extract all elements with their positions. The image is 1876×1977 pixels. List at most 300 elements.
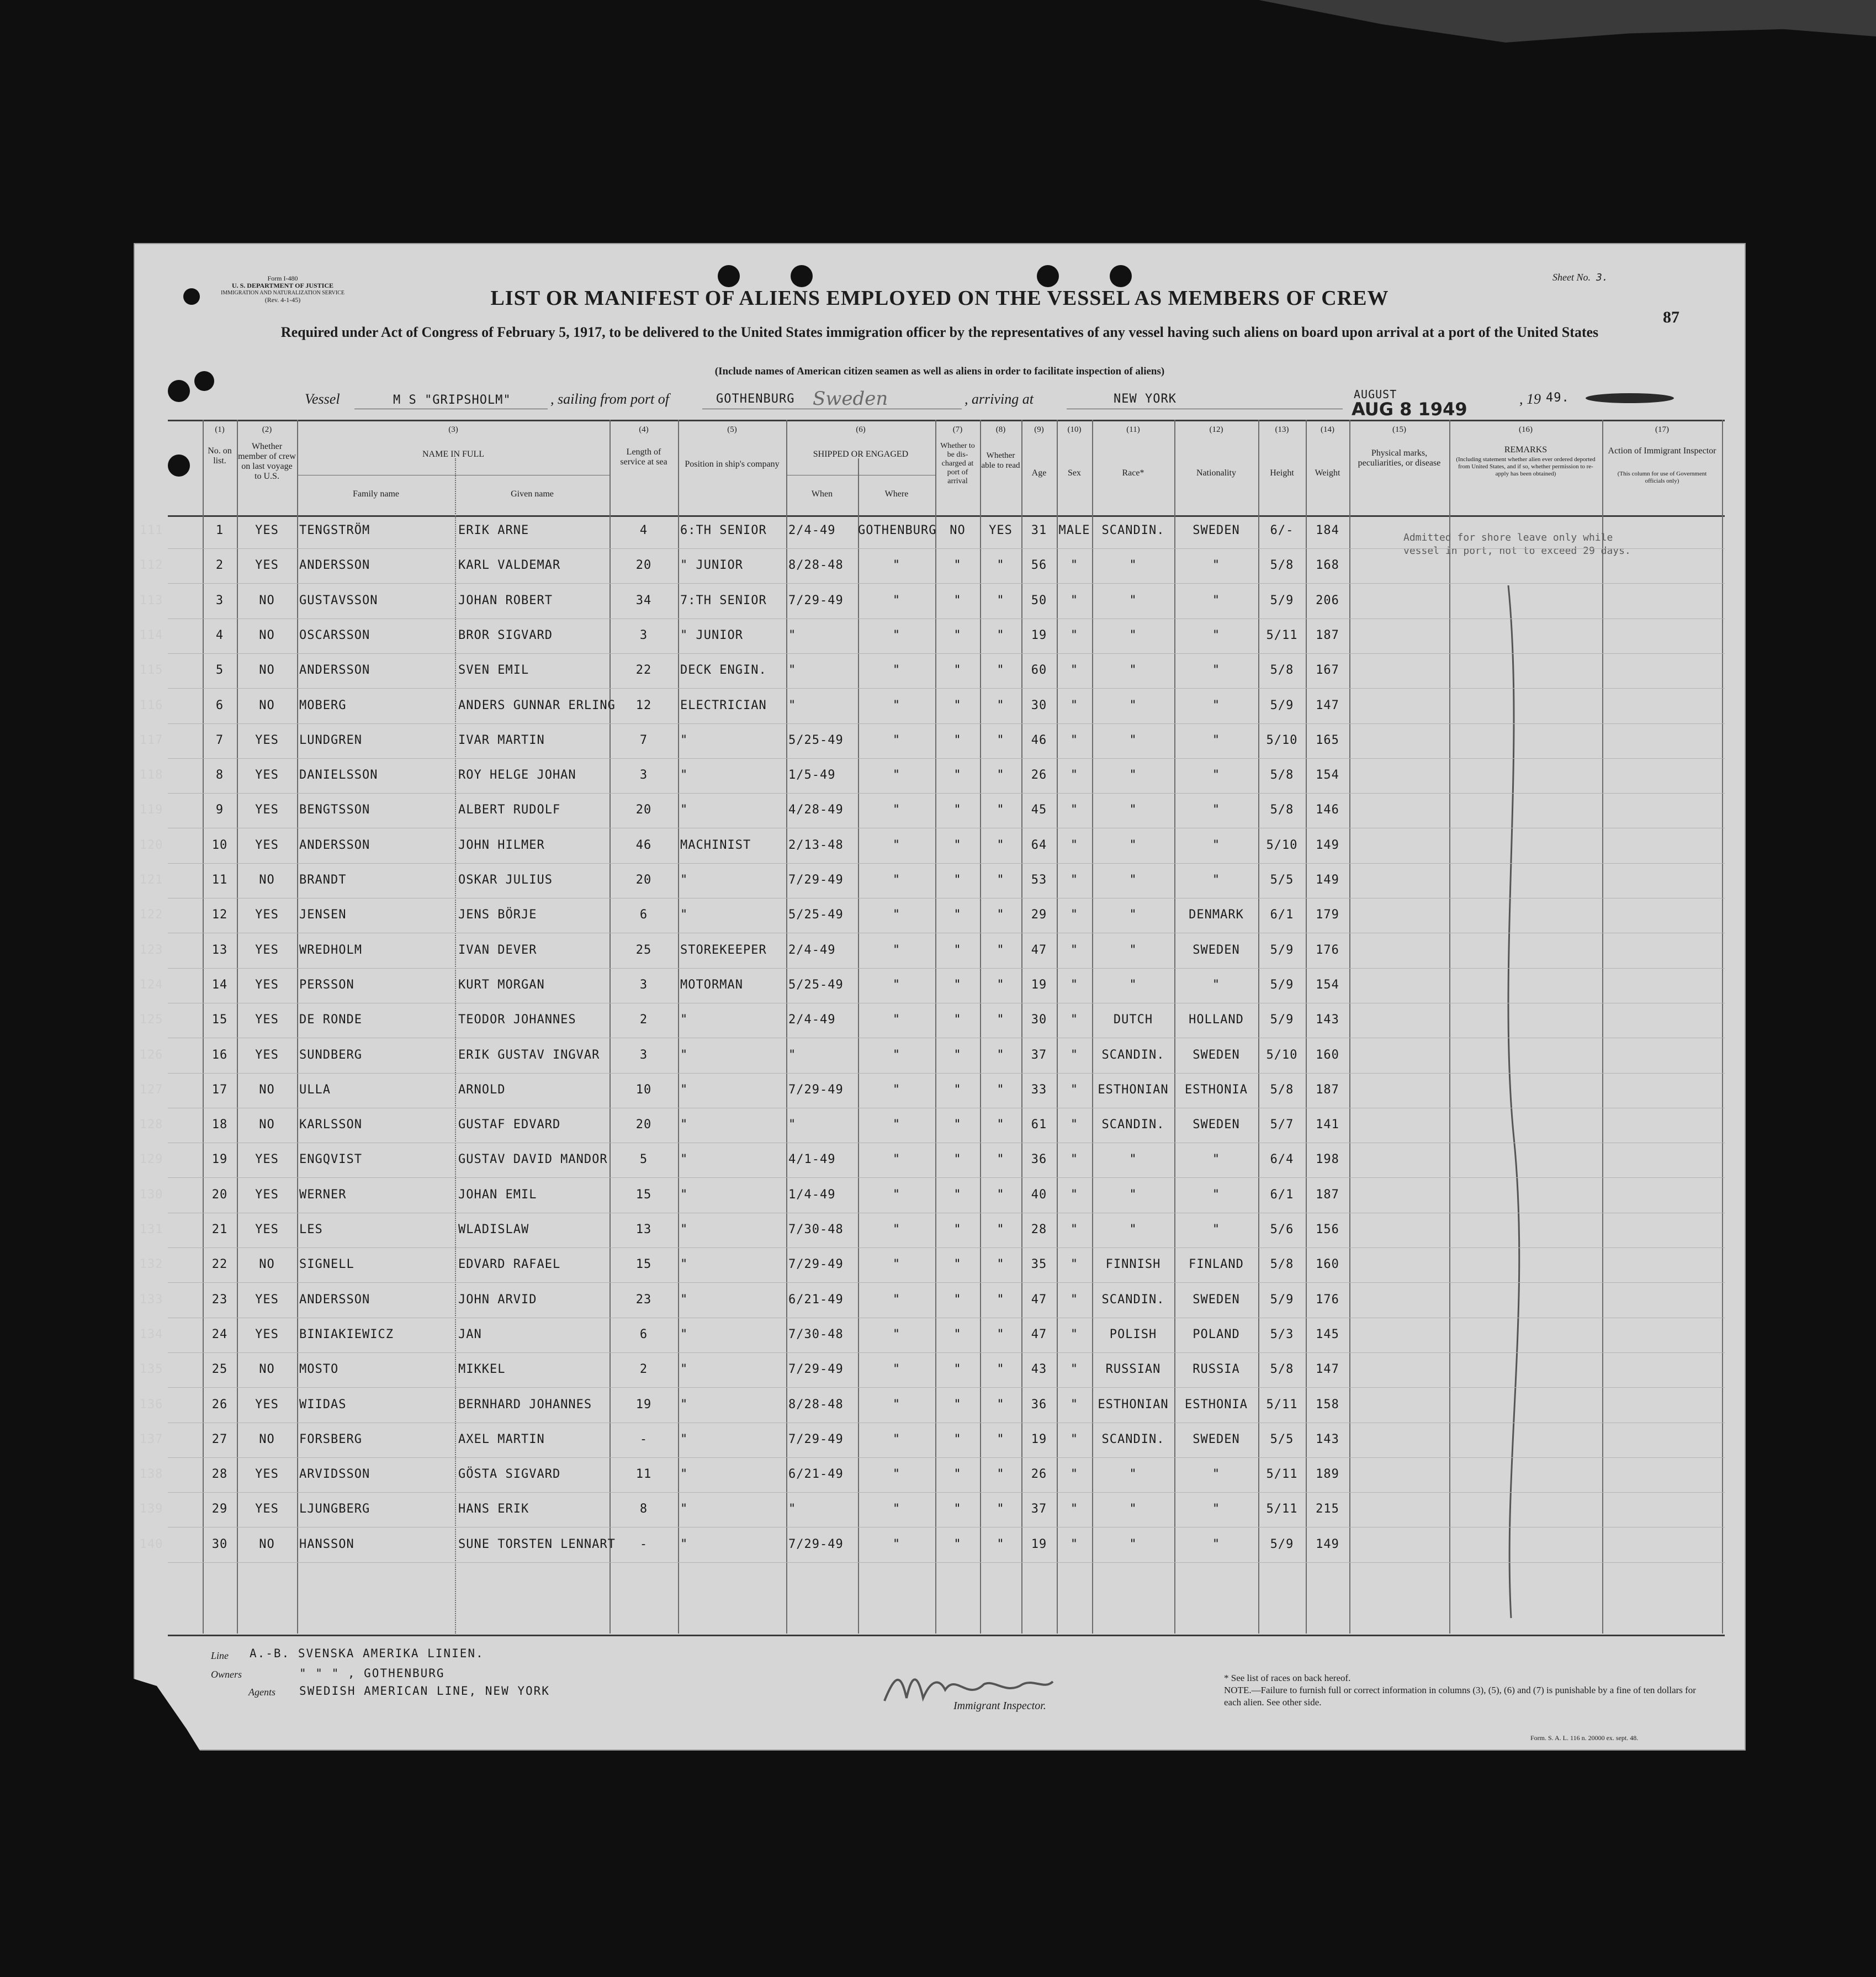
list-no: 27 <box>211 1432 228 1446</box>
list-no: 16 <box>211 1048 228 1062</box>
race: " <box>1129 873 1137 887</box>
position: " <box>680 1432 688 1446</box>
family-name: ANDERSSON <box>299 558 370 573</box>
able-to-read: " <box>997 1013 1005 1027</box>
nationality: SWEDEN <box>1193 943 1240 957</box>
shipped-when: " <box>788 663 797 678</box>
shipped-where: " <box>892 1013 901 1027</box>
family-name: MOBERG <box>299 698 347 712</box>
col-header-age: Age <box>1031 468 1047 478</box>
race: FINNISH <box>1105 1257 1161 1272</box>
shipped-when: " <box>788 1502 797 1516</box>
race: " <box>1129 1467 1137 1482</box>
discharged: " <box>953 943 962 957</box>
prev-voyage: YES <box>255 1048 279 1062</box>
sex: " <box>1070 558 1079 573</box>
list-no: 12 <box>211 908 228 922</box>
position: " <box>680 1292 688 1307</box>
shipped-where: " <box>892 558 901 573</box>
prev-voyage: YES <box>255 1187 279 1202</box>
nationality: " <box>1212 1467 1221 1482</box>
shipped-where: " <box>892 873 901 887</box>
able-to-read: " <box>997 838 1005 852</box>
sex: " <box>1070 1187 1079 1202</box>
family-name: PERSSON <box>299 977 354 992</box>
race: " <box>1129 663 1137 678</box>
shipped-where: " <box>892 908 901 922</box>
weight: 187 <box>1316 1082 1339 1097</box>
shipped-where: GOTHENBURG <box>858 524 937 537</box>
discharged: " <box>953 593 962 607</box>
discharged: " <box>953 768 962 783</box>
race: " <box>1129 977 1137 992</box>
page-number: 87 <box>1663 308 1679 326</box>
nationality: " <box>1212 1187 1221 1202</box>
vessel-name: M S "GRIPSHOLM" <box>393 393 511 407</box>
position: " <box>680 1223 688 1236</box>
nationality: " <box>1212 558 1221 573</box>
col-num-17: (17) <box>1655 425 1669 434</box>
shipped-when: 7/30-48 <box>788 1223 844 1236</box>
able-to-read: " <box>997 768 1005 783</box>
col-num-2: (2) <box>262 425 272 434</box>
col-num-16: (16) <box>1519 425 1533 434</box>
height: 5/9 <box>1270 1013 1294 1027</box>
col-header-race: Race* <box>1122 468 1144 478</box>
discharged: " <box>953 1292 962 1307</box>
age: 47 <box>1031 1292 1047 1307</box>
able-to-read: " <box>997 1048 1005 1062</box>
arrival-year: 49. <box>1546 391 1570 405</box>
shipped-when: " <box>788 1118 797 1132</box>
departure-port: GOTHENBURG <box>716 392 795 406</box>
margin-number: 140 <box>139 1537 163 1551</box>
margin-number: 124 <box>139 977 163 992</box>
given-name: TEODOR JOHANNES <box>458 1013 576 1027</box>
position: " <box>680 1257 688 1272</box>
col-header-given-name: Given name <box>511 489 554 499</box>
height: 6/1 <box>1270 1187 1294 1202</box>
sex: " <box>1070 977 1079 992</box>
shipped-when: 8/28-48 <box>788 558 844 573</box>
remarks-shore-leave: Admitted for shore leave only while vessel in port, not to exceed 29 days. <box>1403 532 1631 557</box>
shipped-when: 7/29-49 <box>788 873 844 887</box>
shipped-when: 2/4-49 <box>788 524 836 537</box>
discharged: " <box>953 698 962 712</box>
nationality: ESTHONIA <box>1185 1397 1248 1412</box>
family-name: HANSSON <box>299 1537 354 1551</box>
discharged: " <box>953 1187 962 1202</box>
shipped-when: " <box>788 1048 797 1062</box>
position: " <box>680 1187 688 1202</box>
crew-row <box>139 1457 1725 1493</box>
age: 61 <box>1031 1118 1047 1132</box>
weight: 154 <box>1316 977 1339 992</box>
family-name: ANDERSSON <box>299 838 370 852</box>
family-name: KARLSSON <box>299 1118 362 1132</box>
shipped-where: " <box>892 768 901 783</box>
position: " <box>680 1082 688 1097</box>
height: 5/10 <box>1266 1048 1298 1062</box>
shipped-where: " <box>892 1082 901 1097</box>
prev-voyage: YES <box>255 558 279 573</box>
margin-number: 127 <box>139 1082 163 1097</box>
height: 6/1 <box>1270 908 1294 922</box>
height: 5/11 <box>1266 628 1298 642</box>
position: " <box>680 1537 688 1551</box>
age: 19 <box>1031 977 1047 992</box>
weight: 147 <box>1316 1362 1339 1377</box>
position: MOTORMAN <box>680 977 743 992</box>
age: 26 <box>1031 1467 1047 1482</box>
sex: " <box>1070 698 1079 712</box>
service-length: 22 <box>635 663 652 678</box>
able-to-read: " <box>997 698 1005 712</box>
shipped-where: " <box>892 1397 901 1412</box>
list-no: 8 <box>215 768 224 783</box>
able-to-read: " <box>997 1537 1005 1551</box>
age: 36 <box>1031 1153 1047 1167</box>
family-name: WIIDAS <box>299 1397 347 1412</box>
list-no: 3 <box>215 593 224 607</box>
shipped-when: 2/13-48 <box>788 838 844 852</box>
form-rev: (Rev. 4-1-45) <box>264 296 301 304</box>
race: " <box>1129 1153 1137 1167</box>
race: " <box>1129 593 1137 607</box>
list-no: 22 <box>211 1257 228 1272</box>
arriving-label: , arriving at <box>965 391 1034 407</box>
able-to-read: " <box>997 1257 1005 1272</box>
crew-row <box>139 1318 1725 1353</box>
col-header-family-name: Family name <box>353 489 399 499</box>
sex: " <box>1070 1397 1079 1412</box>
weight: 168 <box>1316 558 1339 573</box>
age: 56 <box>1031 558 1047 573</box>
sex: " <box>1070 1502 1079 1516</box>
position: 7:TH SENIOR <box>680 593 767 607</box>
discharged: " <box>953 1153 962 1167</box>
list-no: 7 <box>215 733 224 747</box>
family-name: JENSEN <box>299 908 347 922</box>
torn-paper-edge <box>1259 0 1876 61</box>
position: DECK ENGIN. <box>680 663 767 678</box>
crew-row <box>139 1073 1725 1108</box>
col-header-sex: Sex <box>1068 468 1081 478</box>
able-to-read: " <box>997 1082 1005 1097</box>
service-length: 3 <box>639 1048 648 1062</box>
height: 5/10 <box>1266 838 1298 852</box>
prev-voyage: NO <box>259 593 275 607</box>
prev-voyage: YES <box>255 1327 279 1341</box>
weight: 184 <box>1316 524 1339 537</box>
list-no: 28 <box>211 1467 228 1482</box>
service-length: - <box>639 1432 648 1446</box>
able-to-read: " <box>997 977 1005 992</box>
shipped-where: " <box>892 803 901 817</box>
able-to-read: " <box>997 1467 1005 1482</box>
shipped-where: " <box>892 663 901 678</box>
shipped-where: " <box>892 1048 901 1062</box>
shipped-where: " <box>892 1362 901 1377</box>
sex: " <box>1070 1537 1079 1551</box>
margin-number: 135 <box>139 1362 163 1377</box>
weight: 160 <box>1316 1257 1339 1272</box>
margin-number: 130 <box>139 1187 163 1202</box>
height: 5/9 <box>1270 1537 1294 1551</box>
punch-hole <box>718 265 740 287</box>
weight: 189 <box>1316 1467 1339 1482</box>
prev-voyage: YES <box>255 838 279 852</box>
sex: " <box>1070 1048 1079 1062</box>
able-to-read: " <box>997 1153 1005 1167</box>
margin-number: 115 <box>139 663 163 678</box>
margin-number: 123 <box>139 943 163 957</box>
shipped-when: " <box>788 628 797 642</box>
age: 28 <box>1031 1223 1047 1236</box>
given-name: KARL VALDEMAR <box>458 558 561 573</box>
nationality: SWEDEN <box>1193 1118 1240 1132</box>
position: " JUNIOR <box>680 558 743 573</box>
manifest-sheet <box>134 243 1746 1751</box>
position: " <box>680 1327 688 1341</box>
col-num-10: (10) <box>1067 425 1082 434</box>
given-name: IVAN DEVER <box>458 943 537 957</box>
col-header-name: NAME IN FULL <box>422 450 484 459</box>
race: " <box>1129 628 1137 642</box>
crew-row <box>139 1527 1725 1563</box>
height: 6/4 <box>1270 1153 1294 1167</box>
position: " <box>680 1467 688 1482</box>
weight: 158 <box>1316 1397 1339 1412</box>
family-name: WREDHOLM <box>299 943 362 957</box>
crew-row <box>139 1143 1725 1178</box>
sex: " <box>1070 1257 1079 1272</box>
col-header-nationality: Nationality <box>1196 468 1236 478</box>
age: 19 <box>1031 1537 1047 1551</box>
margin-number: 119 <box>139 803 163 817</box>
given-name: BERNHARD JOHANNES <box>458 1397 592 1412</box>
weight: 149 <box>1316 873 1339 887</box>
margin-number: 134 <box>139 1327 163 1341</box>
discharged: " <box>953 1013 962 1027</box>
sex: MALE <box>1058 524 1090 537</box>
service-length: 2 <box>639 1362 648 1377</box>
nationality: " <box>1212 628 1221 642</box>
height: 5/9 <box>1270 977 1294 992</box>
able-to-read: " <box>997 1362 1005 1377</box>
discharged: " <box>953 1223 962 1236</box>
given-name: AXEL MARTIN <box>458 1432 545 1446</box>
list-no: 20 <box>211 1187 228 1202</box>
list-no: 10 <box>211 838 228 852</box>
race: " <box>1129 1537 1137 1551</box>
given-name: ERIK ARNE <box>458 524 529 537</box>
service-length: 13 <box>635 1223 652 1236</box>
shipped-when: 5/25-49 <box>788 733 844 747</box>
family-name: GUSTAVSSON <box>299 593 378 607</box>
position: " JUNIOR <box>680 628 743 642</box>
able-to-read: " <box>997 1397 1005 1412</box>
owners-label: Owners <box>211 1669 242 1680</box>
position: " <box>680 803 688 817</box>
race: " <box>1129 733 1137 747</box>
prev-voyage: NO <box>259 628 275 642</box>
given-name: GUSTAV DAVID MANDOR <box>458 1153 608 1167</box>
col-header-shipped: SHIPPED OR ENGAGED <box>813 450 909 459</box>
form-number: Form. S. A. L. 116 n. 20000 ex. sept. 48. <box>1530 1734 1639 1742</box>
weight: 156 <box>1316 1223 1339 1236</box>
shipped-when: 2/4-49 <box>788 1013 836 1027</box>
race: " <box>1129 908 1137 922</box>
prev-voyage: YES <box>255 1223 279 1236</box>
margin-number: 125 <box>139 1013 163 1027</box>
able-to-read: " <box>997 733 1005 747</box>
able-to-read: " <box>997 1327 1005 1341</box>
shipped-where: " <box>892 838 901 852</box>
sheet-label: Sheet No. <box>1552 272 1591 283</box>
punch-hole <box>791 265 813 287</box>
position: " <box>680 1118 688 1132</box>
age: 33 <box>1031 1082 1047 1097</box>
height: 5/8 <box>1270 1257 1294 1272</box>
col-num-6: (6) <box>856 425 866 434</box>
height: 5/11 <box>1266 1397 1298 1412</box>
list-no: 26 <box>211 1397 228 1412</box>
shipped-where: " <box>892 733 901 747</box>
nationality: " <box>1212 1153 1221 1167</box>
punch-hole <box>1110 265 1132 287</box>
shipped-when: 7/29-49 <box>788 1537 844 1551</box>
height: 5/8 <box>1270 1082 1294 1097</box>
crew-row <box>139 1388 1725 1423</box>
position: " <box>680 1397 688 1412</box>
list-no: 11 <box>211 873 228 887</box>
list-no: 15 <box>211 1013 228 1027</box>
family-name: FORSBERG <box>299 1432 362 1446</box>
able-to-read: " <box>997 1223 1005 1236</box>
col-num-1: (1) <box>215 425 225 434</box>
service-length: 7 <box>639 733 648 747</box>
discharged: " <box>953 1257 962 1272</box>
weight: 143 <box>1316 1013 1339 1027</box>
weight: 146 <box>1316 803 1339 817</box>
crew-row <box>139 1283 1725 1318</box>
shipped-when: 5/25-49 <box>788 977 844 992</box>
crew-row <box>139 1038 1725 1074</box>
crew-row <box>139 1003 1725 1038</box>
shipped-when: 7/29-49 <box>788 1432 844 1446</box>
position: ELECTRICIAN <box>680 698 767 712</box>
prev-voyage: YES <box>255 1397 279 1412</box>
given-name: ROY HELGE JOHAN <box>458 768 576 783</box>
able-to-read: " <box>997 1292 1005 1307</box>
shipped-where: " <box>892 1153 901 1167</box>
service-length: 20 <box>635 1118 652 1132</box>
service-length: 4 <box>639 524 648 537</box>
col-header-height: Height <box>1270 468 1294 478</box>
service-length: 11 <box>635 1467 652 1482</box>
family-name: DANIELSSON <box>299 768 378 783</box>
prev-voyage: NO <box>259 663 275 678</box>
race: " <box>1129 838 1137 852</box>
service-length: 6 <box>639 908 648 922</box>
prev-voyage: YES <box>255 803 279 817</box>
weight: 145 <box>1316 1327 1339 1341</box>
position: 6:TH SENIOR <box>680 524 767 537</box>
service-length: 34 <box>635 593 652 607</box>
given-name: EDVARD RAFAEL <box>458 1257 561 1272</box>
list-no: 21 <box>211 1223 228 1236</box>
age: 45 <box>1031 803 1047 817</box>
race: POLISH <box>1109 1327 1157 1341</box>
weight: 154 <box>1316 768 1339 783</box>
nationality: " <box>1212 838 1221 852</box>
col-num-9: (9) <box>1034 425 1044 434</box>
prev-voyage: YES <box>255 768 279 783</box>
service: IMMIGRATION AND NATURALIZATION SERVICE <box>221 290 345 296</box>
discharged: " <box>953 1397 962 1412</box>
document-title: LIST OR MANIFEST OF ALIENS EMPLOYED ON THE VESSEL AS MEMBERS OF CREW <box>490 287 1389 310</box>
nationality: " <box>1212 698 1221 712</box>
given-name: ANDERS GUNNAR ERLING <box>458 698 616 712</box>
crew-row <box>139 898 1725 933</box>
crew-row <box>139 1213 1725 1248</box>
crew-row <box>139 689 1725 724</box>
crew-row <box>139 828 1725 864</box>
age: 64 <box>1031 838 1047 852</box>
service-length: 10 <box>635 1082 652 1097</box>
margin-number: 137 <box>139 1432 163 1446</box>
age: 36 <box>1031 1397 1047 1412</box>
family-name: OSCARSSON <box>299 628 370 642</box>
list-no: 23 <box>211 1292 228 1307</box>
family-name: BINIAKIEWICZ <box>299 1327 394 1341</box>
margin-number: 131 <box>139 1223 163 1236</box>
service-length: 3 <box>639 628 648 642</box>
prev-voyage: YES <box>255 943 279 957</box>
family-name: ULLA <box>299 1082 331 1097</box>
margin-number: 122 <box>139 908 163 922</box>
crew-row <box>139 584 1725 619</box>
discharged: " <box>953 873 962 887</box>
age: 50 <box>1031 593 1047 607</box>
age: 19 <box>1031 1432 1047 1446</box>
shipped-when: 4/28-49 <box>788 803 844 817</box>
height: 5/3 <box>1270 1327 1294 1341</box>
departure-country-handwritten: Sweden <box>813 388 888 410</box>
col-num-15: (15) <box>1392 425 1406 434</box>
given-name: ALBERT RUDOLF <box>458 803 561 817</box>
able-to-read: " <box>997 1187 1005 1202</box>
discharged: " <box>953 1118 962 1132</box>
weight: 179 <box>1316 908 1339 922</box>
height: 5/11 <box>1266 1502 1298 1516</box>
discharged: " <box>953 628 962 642</box>
race: SCANDIN. <box>1101 1292 1165 1307</box>
position: " <box>680 1153 688 1167</box>
age: 47 <box>1031 943 1047 957</box>
col-header-where: Where <box>884 489 909 499</box>
list-no: 25 <box>211 1362 228 1377</box>
shipped-where: " <box>892 1537 901 1551</box>
nationality: RUSSIA <box>1193 1362 1240 1377</box>
height: 5/5 <box>1270 1432 1294 1446</box>
family-name: BENGTSSON <box>299 803 370 817</box>
position: " <box>680 1362 688 1377</box>
service-length: 8 <box>639 1502 648 1516</box>
col-header-inspector-note: (This column for use of Government officials only) <box>1617 471 1707 484</box>
crew-row <box>139 793 1725 828</box>
